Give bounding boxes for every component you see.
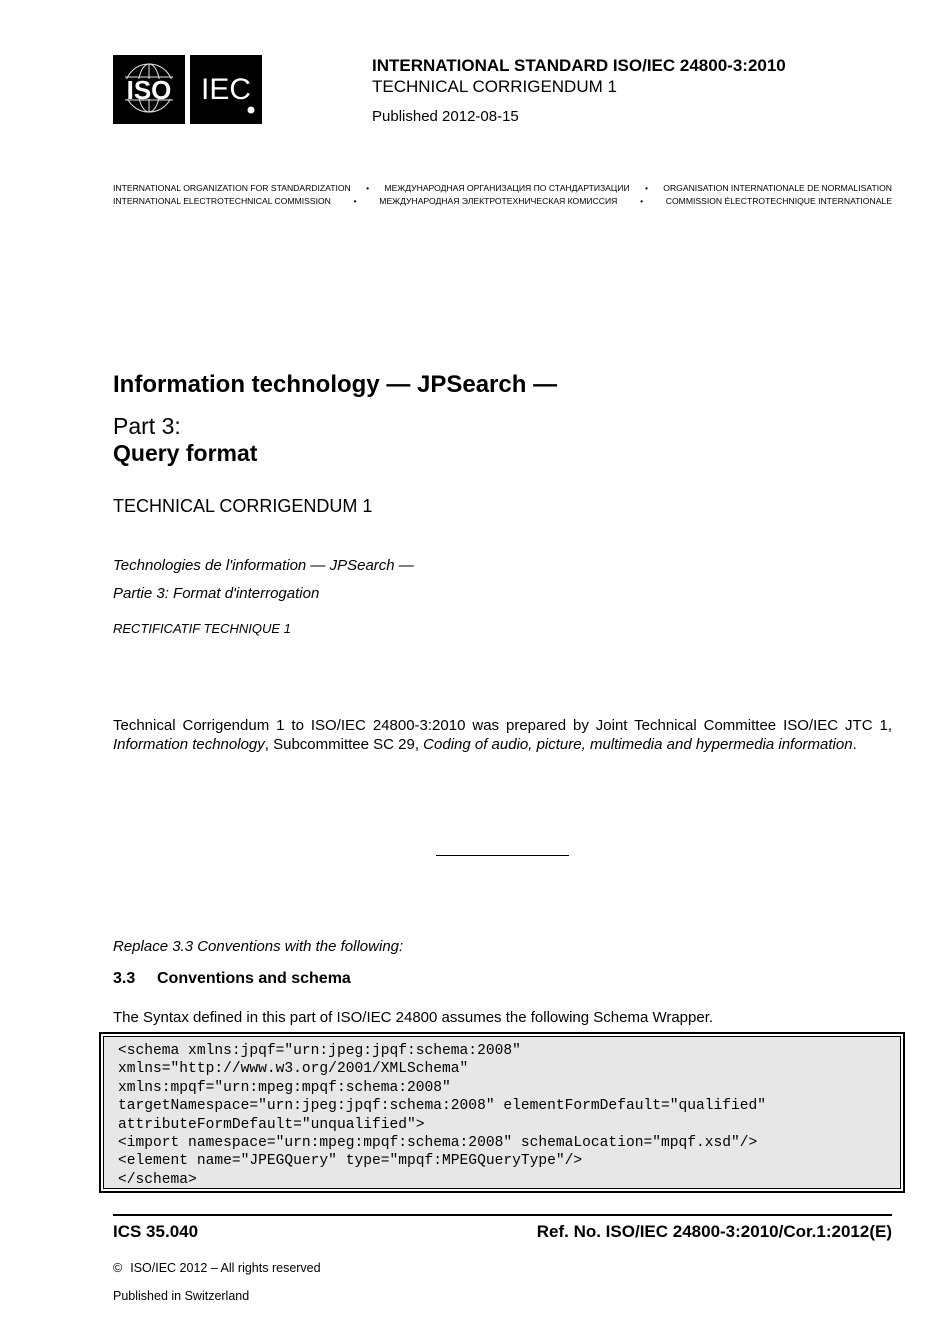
- org-iso-en: INTERNATIONAL ORGANIZATION FOR STANDARDIZATION: [113, 183, 351, 193]
- copyright-notice: [113, 1261, 321, 1275]
- published-in: Published in Switzerland: [113, 1289, 250, 1303]
- org-iec-fr: COMMISSION ÉLECTROTECHNIQUE INTERNATIONALE: [665, 196, 892, 206]
- section-title: Conventions and schema: [157, 970, 351, 987]
- org-iec-en: INTERNATIONAL ELECTROTECHNICAL COMMISSION: [113, 196, 331, 206]
- code-line: <schema xmlns:jpqf="urn:jpeg:jpqf:schema:2008": [118, 1043, 521, 1059]
- document-title: Information technology — JPSearch —: [113, 371, 558, 398]
- reference-number: Ref. No. ISO/IEC 24800-3:2010/Cor.1:2012(E): [536, 1222, 892, 1241]
- organizations-row-1: [113, 183, 892, 193]
- separator-dot: •: [353, 196, 357, 206]
- separator-dot: •: [366, 183, 370, 193]
- intro-paragraph: [113, 717, 892, 754]
- published-date: Published 2012-08-15: [372, 108, 519, 125]
- iso-logo-text: ISO: [126, 75, 172, 105]
- copyright-text: ISO/IEC 2012 – All rights reserved: [130, 1261, 321, 1275]
- intro-subcommittee-title: Coding of audio, picture, multimedia and hypermedia information: [423, 735, 853, 753]
- french-corrigendum: RECTIFICATIF TECHNIQUE 1: [113, 621, 291, 636]
- org-iso-ru: МЕЖДУНАРОДНАЯ ОРГАНИЗАЦИЯ ПО СТАНДАРТИЗАЦИИ: [384, 183, 630, 193]
- footer-rule: [113, 1214, 892, 1216]
- section-heading: [113, 970, 351, 988]
- standard-subtitle: TECHNICAL CORRIGENDUM 1: [372, 77, 617, 96]
- part-label: Part 3:: [113, 413, 181, 439]
- separator-dot: •: [644, 183, 648, 193]
- iec-logo-text: IEC: [200, 73, 252, 106]
- code-line: xmlns="http://www.w3.org/2001/XMLSchema": [118, 1061, 469, 1078]
- organizations-row-2: [113, 196, 892, 206]
- separator-dot: •: [640, 196, 644, 206]
- french-title: Technologies de l'information — JPSearch —: [113, 557, 414, 574]
- schema-code-content: [103, 1036, 901, 1189]
- iso-iec-logo: [113, 55, 262, 124]
- ics-code: ICS 35.040: [113, 1222, 199, 1241]
- org-iec-ru: МЕЖДУНАРОДНАЯ ЭЛЕКТРОТЕХНИЧЕСКАЯ КОМИССИЯ: [379, 196, 618, 206]
- intro-text: .: [852, 735, 857, 753]
- section-divider: [436, 855, 569, 856]
- intro-text: , Subcommittee SC 29,: [264, 735, 424, 753]
- syntax-paragraph: The Syntax defined in this part of ISO/IEC 24800 assumes the following Schema Wrapper.: [113, 1009, 714, 1026]
- org-iso-fr: ORGANISATION INTERNATIONALE DE NORMALISATION: [663, 183, 892, 193]
- copyright-symbol: ©: [113, 1261, 123, 1275]
- intro-committee-title: Information technology: [113, 735, 265, 753]
- section-number: 3.3: [113, 970, 136, 987]
- schema-code-box: [99, 1032, 905, 1193]
- code-line: <import namespace="urn:mpeg:mpqf:schema:2008" schemaLocation="mpqf.xsd"/>: [118, 1135, 758, 1152]
- code-line: targetNamespace="urn:jpeg:jpqf:schema:2008" elementFormDefault="qualified": [118, 1098, 767, 1115]
- code-line: <element name="JPEGQuery" type="mpqf:MPEGQueryType"/>: [118, 1153, 583, 1170]
- french-part-title: Partie 3: Format d'interrogation: [113, 585, 320, 602]
- intro-text: Technical Corrigendum 1 to ISO/IEC 24800-3:2010 was prepared by Joint Technical Committee ISO/IEC JTC 1,: [113, 717, 892, 734]
- part-title: Query format: [113, 440, 258, 466]
- code-line: xmlns:mpqf="urn:mpeg:mpqf:schema:2008": [118, 1079, 451, 1096]
- standard-title: INTERNATIONAL STANDARD ISO/IEC 24800-3:2010: [372, 56, 786, 75]
- code-line: </schema>: [118, 1171, 197, 1188]
- code-line: attributeFormDefault="unqualified">: [118, 1116, 425, 1133]
- replace-instruction: Replace 3.3 Conventions with the following:: [113, 938, 404, 955]
- corrigendum-label: TECHNICAL CORRIGENDUM 1: [113, 496, 373, 516]
